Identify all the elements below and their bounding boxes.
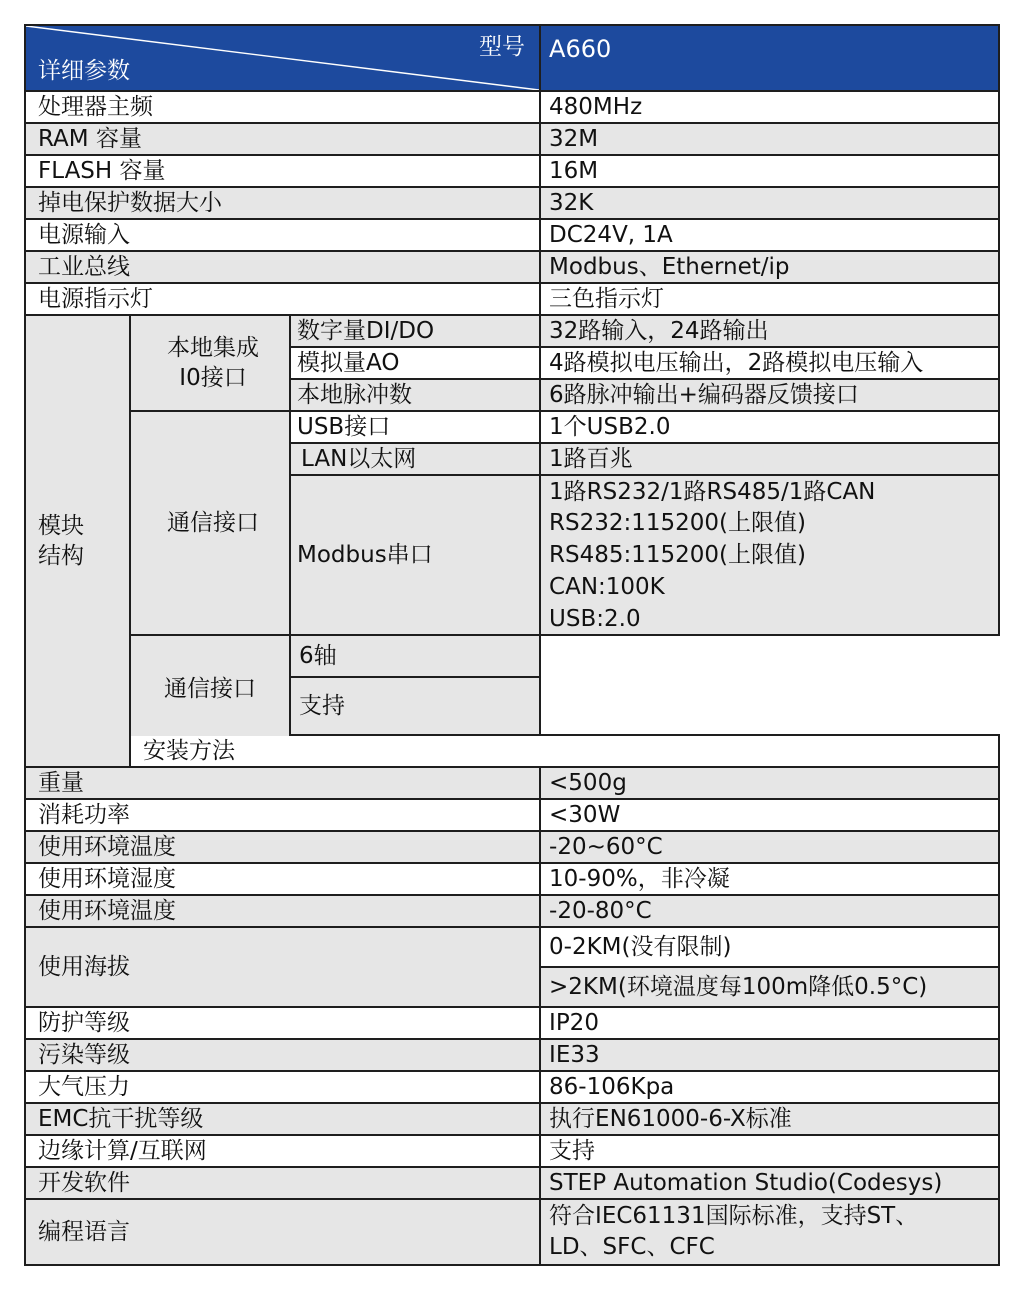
row-value: 执行EN61000-6-X标准 (540, 1103, 999, 1135)
comm2-label-text: 通信接口 (164, 675, 256, 702)
row-value: 1个USB2.0 (540, 411, 999, 443)
table-row (25, 315, 999, 347)
row-label: 电源输入 (25, 219, 540, 251)
table-row (25, 1135, 999, 1167)
row-label: LAN以太网 (290, 443, 540, 475)
row-value: 1路百兆 (540, 443, 999, 475)
table-row (25, 895, 999, 927)
table-row (25, 123, 999, 155)
table-header (25, 25, 999, 91)
row-label: 处理器主频 (25, 91, 540, 123)
module-label: 模块 结构 (25, 315, 130, 767)
row-label: 数字量DI/DO (290, 315, 540, 347)
row-label: 使用环境温度 (25, 831, 540, 863)
row-value: STEP Automation Studio(Codesys) (540, 1167, 999, 1199)
row-value: 16M (540, 155, 999, 187)
table-row (25, 799, 999, 831)
row-value: 三色指示灯 (540, 283, 999, 315)
table-row (25, 927, 999, 967)
row-value: -20-80°C (540, 895, 999, 927)
model-value: A660 (540, 25, 999, 91)
row-label: 模拟量AO (290, 347, 540, 379)
row-value: <30W (540, 799, 999, 831)
table-row (25, 251, 999, 283)
params-label: 详细参数 (38, 58, 130, 84)
row-value: Modbus、Ethernet/ip (540, 251, 999, 283)
row-label: 使用环境湿度 (25, 863, 540, 895)
row-value: 支持 (290, 677, 540, 735)
row-label: EMC抗干扰等级 (25, 1103, 540, 1135)
row-value: <500g (540, 767, 999, 799)
table-row (25, 1039, 999, 1071)
row-label: 本地脉冲数 (290, 379, 540, 411)
table-row (25, 219, 999, 251)
altitude-value: 0-2KM(没有限制) (540, 927, 999, 967)
table-row (25, 1103, 999, 1135)
row-label: USB接口 (290, 411, 540, 443)
row-label: 掉电保护数据大小 (25, 187, 540, 219)
row-label: FLASH 容量 (25, 155, 540, 187)
modbus-label: Modbus串口 (290, 475, 540, 635)
row-value: 480MHz (540, 91, 999, 123)
table-row (25, 283, 999, 315)
table-row (25, 411, 999, 443)
comm2-label-overlay (131, 634, 289, 736)
row-label: RAM 容量 (25, 123, 540, 155)
row-value: 6路脉冲输出+编码器反馈接口 (540, 379, 999, 411)
local-io-label: 本地集成 I0接口 (130, 315, 290, 411)
modbus-value: RS232:115200(上限值) (540, 507, 999, 539)
comm-label: 通信接口 (130, 411, 290, 635)
row-label: 防护等级 (25, 1007, 540, 1039)
row-label: 工业总线 (25, 251, 540, 283)
model-label: 型号 (479, 34, 526, 60)
modbus-value: 1路RS232/1路RS485/1路CAN (540, 475, 999, 507)
row-value: 32M (540, 123, 999, 155)
row-value: 32K (540, 187, 999, 219)
row-value: 6轴 (290, 635, 540, 677)
table-row (25, 1199, 999, 1265)
table-row (25, 1007, 999, 1039)
row-value: DC24V, 1A (540, 219, 999, 251)
table-row (25, 1071, 999, 1103)
modbus-value: RS485:115200(上限值) (540, 539, 999, 571)
row-value: 符合IEC61131国际标准，支持ST、 LD、SFC、CFC (540, 1199, 999, 1265)
table-row (25, 767, 999, 799)
altitude-value: >2KM(环境温度每100m降低0.5°C) (540, 967, 999, 1007)
row-value: 86-106Kpa (540, 1071, 999, 1103)
row-value: 4路模拟电压输出，2路模拟电压输入 (540, 347, 999, 379)
table-row (25, 155, 999, 187)
row-label: 消耗功率 (25, 799, 540, 831)
table-row (25, 863, 999, 895)
row-label: 电源指示灯 (25, 283, 540, 315)
row-label: 安装方法 (130, 735, 999, 767)
row-label: 重量 (25, 767, 540, 799)
row-value: IP20 (540, 1007, 999, 1039)
row-value: IE33 (540, 1039, 999, 1071)
row-label: 污染等级 (25, 1039, 540, 1071)
modbus-value: CAN:100K (540, 571, 999, 603)
table-row (25, 831, 999, 863)
table-row (25, 1167, 999, 1199)
row-label: 使用环境温度 (25, 895, 540, 927)
row-value: -20~60°C (540, 831, 999, 863)
row-value: 支持 (540, 1135, 999, 1167)
table-row (25, 187, 999, 219)
table-row (25, 91, 999, 123)
row-value: 32路输入，24路输出 (540, 315, 999, 347)
row-label: 开发软件 (25, 1167, 540, 1199)
row-value: 10-90%，非冷凝 (540, 863, 999, 895)
row-label: 编程语言 (25, 1199, 540, 1265)
row-label: 边缘计算/互联网 (25, 1135, 540, 1167)
header-diagonal-cell (25, 25, 540, 91)
table-row (25, 735, 999, 767)
altitude-label: 使用海拔 (25, 927, 540, 1007)
modbus-value: USB:2.0 (540, 603, 999, 635)
row-label: 大气压力 (25, 1071, 540, 1103)
